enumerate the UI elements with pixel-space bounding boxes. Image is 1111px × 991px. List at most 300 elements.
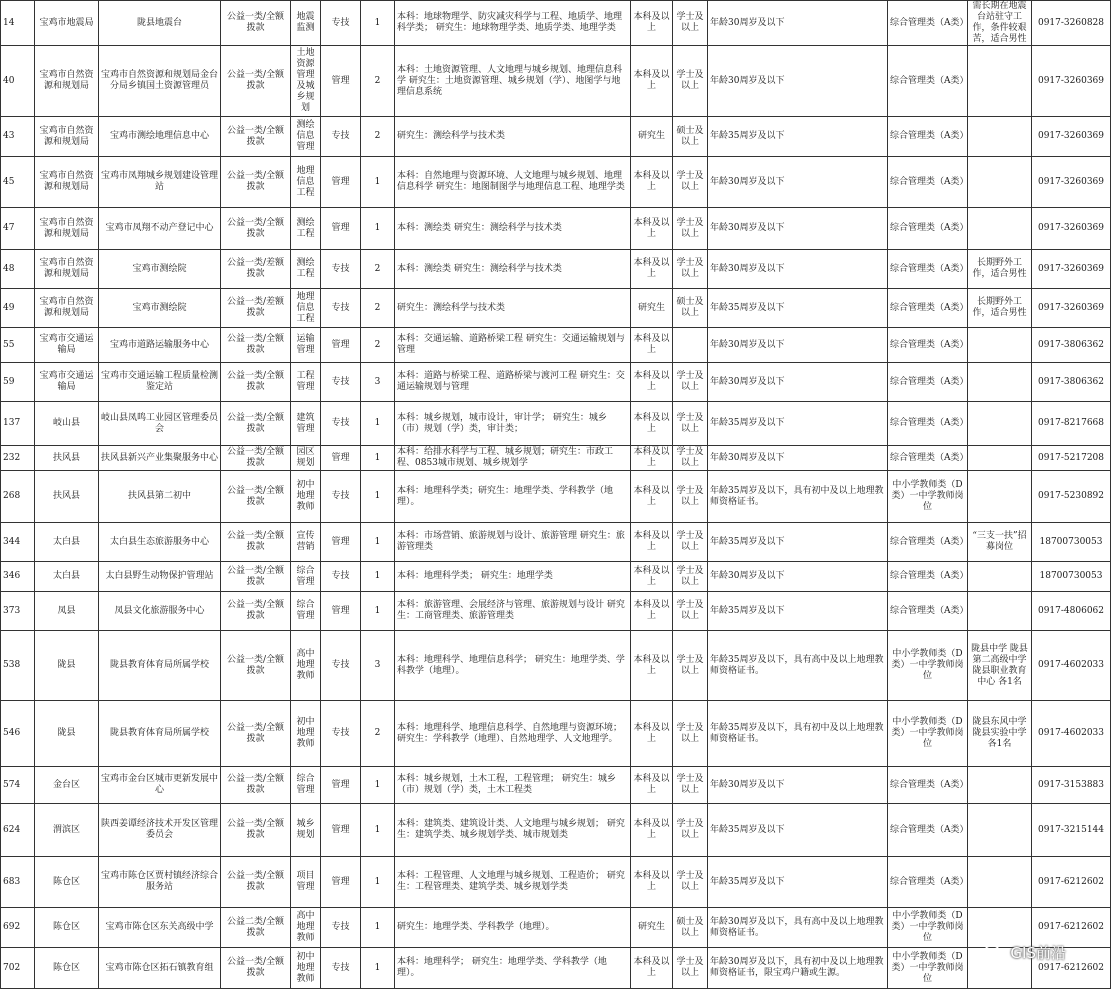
cell-notes xyxy=(968,363,1032,402)
table-row xyxy=(1,908,1111,948)
table-row xyxy=(1,804,1111,857)
cell-degree: 学士及以上 xyxy=(673,857,708,908)
cell-dept: 陇县 xyxy=(35,701,99,767)
cell-unit: 宝鸡市测绘地理信息中心 xyxy=(99,117,221,157)
cell-dept: 金台区 xyxy=(35,767,99,804)
cell-position: 综合管理 xyxy=(291,592,321,631)
cell-degree: 学士及以上 xyxy=(673,948,708,989)
cell-category: 专技 xyxy=(321,250,361,289)
cell-education: 本科及以上 xyxy=(631,208,673,250)
cell-category: 管理 xyxy=(321,592,361,631)
cell-degree: 学士及以上 xyxy=(673,208,708,250)
cell-degree: 硕士及以上 xyxy=(673,117,708,157)
cell-degree: 学士及以上 xyxy=(673,631,708,701)
cell-unit: 宝鸡市道路运输服务中心 xyxy=(99,328,221,363)
cell-funding: 公益一类/差额拨款 xyxy=(221,289,291,328)
cell-count: 1 xyxy=(361,908,395,948)
table-row xyxy=(1,157,1111,208)
cell-degree: 学士及以上 xyxy=(673,701,708,767)
cell-degree: 学士及以上 xyxy=(673,402,708,446)
cell-position: 测绘工程 xyxy=(291,208,321,250)
cell-age: 年龄30周岁及以下 xyxy=(708,208,888,250)
cell-notes xyxy=(968,157,1032,208)
cell-category: 专技 xyxy=(321,1,361,46)
cell-degree: 学士及以上 xyxy=(673,1,708,46)
cell-phone: 0917-3260369 xyxy=(1032,117,1111,157)
cell-id: 43 xyxy=(1,117,35,157)
cell-major: 本科：交通运输、道路桥梁工程 研究生：交通运输规划与管理 xyxy=(395,328,631,363)
cell-age: 年龄30周岁及以下 xyxy=(708,157,888,208)
cell-funding: 公益一类/差额拨款 xyxy=(221,250,291,289)
cell-exam: 中小学教师类（D类）一中学教师岗位 xyxy=(888,908,968,948)
cell-degree: 硕士及以上 xyxy=(673,908,708,948)
cell-funding: 公益一类/全额拨款 xyxy=(221,1,291,46)
cell-education: 本科及以上 xyxy=(631,46,673,117)
cell-id: 137 xyxy=(1,402,35,446)
cell-dept: 宝鸡市自然资源和规划局 xyxy=(35,250,99,289)
table-body xyxy=(1,1,1111,989)
cell-unit: 扶风县第二初中 xyxy=(99,471,221,523)
cell-exam: 综合管理类（A类） xyxy=(888,289,968,328)
table-row xyxy=(1,948,1111,989)
cell-major: 本科：市场营销、旅游规划与设计、旅游管理 研究生：旅游管理类 xyxy=(395,523,631,562)
cell-phone: 0917-4602033 xyxy=(1032,701,1111,767)
cell-education: 本科及以上 xyxy=(631,804,673,857)
cell-position: 城乡规划 xyxy=(291,804,321,857)
cell-position: 高中地理教师 xyxy=(291,631,321,701)
cell-unit: 宝鸡市陈仓区拓石镇教育组 xyxy=(99,948,221,989)
cell-funding: 公益一类/全额拨款 xyxy=(221,402,291,446)
cell-degree: 学士及以上 xyxy=(673,46,708,117)
cell-phone: 0917-6212602 xyxy=(1032,857,1111,908)
cell-id: 344 xyxy=(1,523,35,562)
cell-id: 683 xyxy=(1,857,35,908)
cell-dept: 陈仓区 xyxy=(35,908,99,948)
cell-degree: 学士及以上 xyxy=(673,804,708,857)
cell-category: 专技 xyxy=(321,562,361,592)
cell-count: 1 xyxy=(361,446,395,471)
cell-count: 2 xyxy=(361,289,395,328)
table-row xyxy=(1,46,1111,117)
cell-unit: 凤县文化旅游服务中心 xyxy=(99,592,221,631)
table-row xyxy=(1,562,1111,592)
cell-dept: 岐山县 xyxy=(35,402,99,446)
cell-education: 本科及以上 xyxy=(631,592,673,631)
cell-age: 年龄30周岁及以下 xyxy=(708,767,888,804)
cell-id: 14 xyxy=(1,1,35,46)
cell-major: 本科：地球物理学、防灾减灾科学与工程、地质学、地理科学类； 研究生：地球物理学类、地质学类、地理学类 xyxy=(395,1,631,46)
cell-category: 管理 xyxy=(321,208,361,250)
cell-funding: 公益一类/全额拨款 xyxy=(221,562,291,592)
cell-unit: 陕西姜谭经济技术开发区管理委员会 xyxy=(99,804,221,857)
cell-exam: 综合管理类（A类） xyxy=(888,157,968,208)
cell-count: 1 xyxy=(361,804,395,857)
cell-id: 55 xyxy=(1,328,35,363)
cell-phone: 0917-6212602 xyxy=(1032,948,1111,989)
cell-education: 本科及以上 xyxy=(631,631,673,701)
cell-unit: 宝鸡市测绘院 xyxy=(99,289,221,328)
cell-phone: 0917-5217208 xyxy=(1032,446,1111,471)
cell-unit: 陇县教育体育局所属学校 xyxy=(99,631,221,701)
cell-exam: 中小学教师类（D类）一中学教师岗位 xyxy=(888,701,968,767)
cell-count: 1 xyxy=(361,208,395,250)
cell-age: 年龄30周岁及以下 xyxy=(708,46,888,117)
cell-age: 年龄35周岁及以下 xyxy=(708,804,888,857)
cell-notes xyxy=(968,46,1032,117)
cell-unit: 宝鸡市陈仓区东关高级中学 xyxy=(99,908,221,948)
cell-degree: 学士及以上 xyxy=(673,767,708,804)
cell-exam: 中小学教师类（D类）一中学教师岗位 xyxy=(888,631,968,701)
cell-exam: 综合管理类（A类） xyxy=(888,523,968,562)
cell-degree: 学士及以上 xyxy=(673,562,708,592)
cell-notes xyxy=(968,562,1032,592)
cell-funding: 公益一类/全额拨款 xyxy=(221,363,291,402)
cell-unit: 宝鸡市自然资源和规划局金台分局乡镇国土资源管理员 xyxy=(99,46,221,117)
cell-degree: 学士及以上 xyxy=(673,363,708,402)
table-row xyxy=(1,767,1111,804)
cell-dept: 渭滨区 xyxy=(35,804,99,857)
cell-age: 年龄30周岁及以下，具有高中及以上地理教师资格证书。 xyxy=(708,908,888,948)
cell-notes: 陇县中学 陇县第二高级中学 陇县职业教育中心 各1名 xyxy=(968,631,1032,701)
cell-count: 1 xyxy=(361,1,395,46)
cell-major: 本科：地理科学； 研究生：地理学类、学科教学（地理）。 xyxy=(395,948,631,989)
cell-funding: 公益一类/全额拨款 xyxy=(221,948,291,989)
cell-exam: 综合管理类（A类） xyxy=(888,804,968,857)
cell-count: 1 xyxy=(361,767,395,804)
cell-category: 专技 xyxy=(321,631,361,701)
cell-notes xyxy=(968,117,1032,157)
cell-notes xyxy=(968,471,1032,523)
cell-education: 本科及以上 xyxy=(631,363,673,402)
cell-degree xyxy=(673,328,708,363)
cell-unit: 扶风县新兴产业集聚服务中心 xyxy=(99,446,221,471)
cell-degree: 学士及以上 xyxy=(673,471,708,523)
cell-dept: 宝鸡市自然资源和规划局 xyxy=(35,117,99,157)
cell-category: 专技 xyxy=(321,117,361,157)
cell-age: 年龄35周岁及以下，具有初中及以上地理教师资格证书。 xyxy=(708,471,888,523)
cell-dept: 宝鸡市自然资源和规划局 xyxy=(35,289,99,328)
cell-age: 年龄35周岁及以下 xyxy=(708,117,888,157)
table-row xyxy=(1,117,1111,157)
cell-phone: 0917-3260369 xyxy=(1032,208,1111,250)
cell-age: 年龄35周岁及以下 xyxy=(708,857,888,908)
cell-notes: “三支一扶”招募岗位 xyxy=(968,523,1032,562)
cell-exam: 综合管理类（A类） xyxy=(888,562,968,592)
cell-position: 运输管理 xyxy=(291,328,321,363)
cell-major: 本科：工程管理、人文地理与城乡规划、工程造价； 研究生：工程管理类、建筑学类、城乡规划学类 xyxy=(395,857,631,908)
cell-funding: 公益一类/全额拨款 xyxy=(221,446,291,471)
cell-funding: 公益一类/全额拨款 xyxy=(221,767,291,804)
cell-count: 2 xyxy=(361,250,395,289)
cell-dept: 宝鸡市自然资源和规划局 xyxy=(35,157,99,208)
cell-unit: 宝鸡市凤翔城乡规划建设管理站 xyxy=(99,157,221,208)
cell-major: 研究生：测绘科学与技术类 xyxy=(395,289,631,328)
cell-position: 综合管理 xyxy=(291,767,321,804)
cell-position: 建筑管理 xyxy=(291,402,321,446)
cell-id: 702 xyxy=(1,948,35,989)
cell-age: 年龄30周岁及以下，具有初中及以上地理教师资格证书，限宝鸡户籍或生源。 xyxy=(708,948,888,989)
cell-unit: 太白县野生动物保护管理站 xyxy=(99,562,221,592)
cell-funding: 公益一类/全额拨款 xyxy=(221,592,291,631)
cell-funding: 公益一类/全额拨款 xyxy=(221,117,291,157)
cell-phone: 0917-3260828 xyxy=(1032,1,1111,46)
cell-age: 年龄35周岁及以下 xyxy=(708,402,888,446)
cell-category: 专技 xyxy=(321,363,361,402)
cell-category: 管理 xyxy=(321,328,361,363)
cell-category: 专技 xyxy=(321,701,361,767)
cell-category: 专技 xyxy=(321,948,361,989)
cell-exam: 综合管理类（A类） xyxy=(888,592,968,631)
cell-age: 年龄35周岁及以下，具有初中及以上地理教师资格证书。 xyxy=(708,701,888,767)
cell-category: 专技 xyxy=(321,471,361,523)
cell-education: 本科及以上 xyxy=(631,948,673,989)
cell-id: 692 xyxy=(1,908,35,948)
cell-dept: 凤县 xyxy=(35,592,99,631)
cell-count: 1 xyxy=(361,157,395,208)
cell-position: 测绘信息管理 xyxy=(291,117,321,157)
cell-phone: 0917-4806062 xyxy=(1032,592,1111,631)
cell-position: 宣传营销 xyxy=(291,523,321,562)
cell-degree: 学士及以上 xyxy=(673,250,708,289)
cell-exam: 综合管理类（A类） xyxy=(888,857,968,908)
cell-unit: 太白县生态旅游服务中心 xyxy=(99,523,221,562)
cell-major: 本科：城乡规划，土木工程，工程管理； 研究生：城乡（市）规划（学）类，土木工程类 xyxy=(395,767,631,804)
cell-id: 40 xyxy=(1,46,35,117)
cell-notes: 长期野外工作，适合男性 xyxy=(968,250,1032,289)
cell-phone: 0917-3260369 xyxy=(1032,250,1111,289)
cell-id: 232 xyxy=(1,446,35,471)
table-row xyxy=(1,592,1111,631)
table-row xyxy=(1,328,1111,363)
cell-id: 49 xyxy=(1,289,35,328)
cell-count: 1 xyxy=(361,402,395,446)
table-row xyxy=(1,446,1111,471)
cell-exam: 综合管理类（A类） xyxy=(888,767,968,804)
cell-age: 年龄35周岁及以下 xyxy=(708,289,888,328)
cell-major: 本科：地理科学类； 研究生：地理学类 xyxy=(395,562,631,592)
cell-id: 546 xyxy=(1,701,35,767)
cell-education: 本科及以上 xyxy=(631,767,673,804)
cell-phone: 0917-3260369 xyxy=(1032,46,1111,117)
cell-count: 1 xyxy=(361,948,395,989)
table-row xyxy=(1,250,1111,289)
cell-major: 本科：地理科学、地理信息科学、自然地理与资源环境； 研究生：学科教学（地理）、自然地理学、人文地理学。 xyxy=(395,701,631,767)
cell-id: 59 xyxy=(1,363,35,402)
cell-major: 研究生：测绘科学与技术类 xyxy=(395,117,631,157)
cell-exam: 综合管理类（A类） xyxy=(888,402,968,446)
cell-count: 2 xyxy=(361,701,395,767)
cell-degree: 硕士及以上 xyxy=(673,289,708,328)
table-row xyxy=(1,289,1111,328)
cell-dept: 扶风县 xyxy=(35,446,99,471)
cell-category: 专技 xyxy=(321,289,361,328)
table-row xyxy=(1,208,1111,250)
cell-notes xyxy=(968,767,1032,804)
cell-unit: 岐山县凤鸣工业园区管理委员会 xyxy=(99,402,221,446)
cell-notes xyxy=(968,857,1032,908)
cell-dept: 太白县 xyxy=(35,562,99,592)
cell-position: 土地资源管理及城乡规划 xyxy=(291,46,321,117)
cell-funding: 公益一类/全额拨款 xyxy=(221,631,291,701)
cell-phone: 18700730053 xyxy=(1032,523,1111,562)
cell-funding: 公益一类/全额拨款 xyxy=(221,208,291,250)
cell-count: 2 xyxy=(361,46,395,117)
cell-funding: 公益二类/全额拨款 xyxy=(221,908,291,948)
table-row xyxy=(1,402,1111,446)
cell-notes xyxy=(968,328,1032,363)
cell-age: 年龄30周岁及以下 xyxy=(708,328,888,363)
cell-funding: 公益一类/全额拨款 xyxy=(221,471,291,523)
cell-exam: 综合管理类（A类） xyxy=(888,363,968,402)
cell-major: 本科：测绘类 研究生：测绘科学与技术类 xyxy=(395,208,631,250)
cell-notes: 长期野外工作，适合男性 xyxy=(968,289,1032,328)
cell-phone: 18700730053 xyxy=(1032,562,1111,592)
cell-unit: 宝鸡市交通运输工程质量检测鉴定站 xyxy=(99,363,221,402)
table-row xyxy=(1,1,1111,46)
cell-phone: 0917-3260369 xyxy=(1032,289,1111,328)
cell-funding: 公益一类/全额拨款 xyxy=(221,523,291,562)
cell-major: 本科：建筑类、建筑设计类、人文地理与城乡规划； 研究生：建筑学类、城乡规划学类、城市规划类 xyxy=(395,804,631,857)
cell-funding: 公益一类/全额拨款 xyxy=(221,46,291,117)
cell-funding: 公益一类/全额拨款 xyxy=(221,804,291,857)
cell-dept: 宝鸡市交通运输局 xyxy=(35,363,99,402)
cell-phone: 0917-3260369 xyxy=(1032,157,1111,208)
cell-category: 管理 xyxy=(321,523,361,562)
cell-id: 346 xyxy=(1,562,35,592)
wechat-icon xyxy=(984,944,1006,962)
cell-count: 2 xyxy=(361,328,395,363)
cell-category: 专技 xyxy=(321,402,361,446)
cell-unit: 宝鸡市测绘院 xyxy=(99,250,221,289)
cell-education: 本科及以上 xyxy=(631,1,673,46)
cell-education: 本科及以上 xyxy=(631,446,673,471)
cell-unit: 宝鸡市凤翔不动产登记中心 xyxy=(99,208,221,250)
cell-dept: 宝鸡市交通运输局 xyxy=(35,328,99,363)
cell-dept: 扶风县 xyxy=(35,471,99,523)
cell-age: 年龄35周岁及以下 xyxy=(708,592,888,631)
cell-phone: 0917-8217668 xyxy=(1032,402,1111,446)
cell-education: 本科及以上 xyxy=(631,562,673,592)
cell-position: 测绘工程 xyxy=(291,250,321,289)
cell-category: 管理 xyxy=(321,857,361,908)
cell-position: 初中地理教师 xyxy=(291,471,321,523)
table-row xyxy=(1,523,1111,562)
cell-dept: 陈仓区 xyxy=(35,857,99,908)
cell-count: 2 xyxy=(361,117,395,157)
cell-exam: 综合管理类（A类） xyxy=(888,250,968,289)
cell-id: 268 xyxy=(1,471,35,523)
cell-phone: 0917-6212602 xyxy=(1032,908,1111,948)
cell-education: 本科及以上 xyxy=(631,157,673,208)
cell-exam: 综合管理类（A类） xyxy=(888,1,968,46)
cell-funding: 公益一类/全额拨款 xyxy=(221,857,291,908)
cell-position: 工程管理 xyxy=(291,363,321,402)
cell-notes xyxy=(968,804,1032,857)
cell-category: 管理 xyxy=(321,446,361,471)
cell-major: 本科：道路与桥梁工程、道路桥梁与渡河工程 研究生：交通运输规划与管理 xyxy=(395,363,631,402)
cell-age: 年龄35周岁及以下，具有高中及以上地理教师资格证书。 xyxy=(708,631,888,701)
cell-notes xyxy=(968,592,1032,631)
cell-dept: 太白县 xyxy=(35,523,99,562)
table-row xyxy=(1,857,1111,908)
cell-education: 本科及以上 xyxy=(631,402,673,446)
cell-exam: 综合管理类（A类） xyxy=(888,446,968,471)
cell-major: 本科：给排水科学与工程、城乡规划；研究生：市政工程、0853城市规划、城乡规划学 xyxy=(395,446,631,471)
cell-notes: 需长期在地震台站驻守工作，条件较艰苦，适合男性 xyxy=(968,1,1032,46)
cell-education: 本科及以上 xyxy=(631,250,673,289)
cell-dept: 宝鸡市自然资源和规划局 xyxy=(35,46,99,117)
cell-degree: 学士及以上 xyxy=(673,446,708,471)
cell-major: 本科：土地资源管理、人文地理与城乡规划、地理信息科学 研究生：土地资源管理、城乡规划（学）、地图学与地理信息系统 xyxy=(395,46,631,117)
cell-degree: 学士及以上 xyxy=(673,523,708,562)
cell-count: 1 xyxy=(361,471,395,523)
cell-phone: 0917-3215144 xyxy=(1032,804,1111,857)
cell-major: 本科：测绘类 研究生：测绘科学与技术类 xyxy=(395,250,631,289)
cell-count: 3 xyxy=(361,631,395,701)
cell-age: 年龄30周岁及以下 xyxy=(708,1,888,46)
cell-education: 本科及以上 xyxy=(631,701,673,767)
cell-education: 研究生 xyxy=(631,908,673,948)
cell-education: 研究生 xyxy=(631,289,673,328)
cell-notes xyxy=(968,402,1032,446)
cell-age: 年龄30周岁及以下 xyxy=(708,446,888,471)
cell-phone: 0917-4602033 xyxy=(1032,631,1111,701)
cell-position: 初中地理教师 xyxy=(291,701,321,767)
cell-position: 地震监测 xyxy=(291,1,321,46)
watermark-text: GIS前沿 xyxy=(1010,944,1066,962)
cell-funding: 公益一类/全额拨款 xyxy=(221,157,291,208)
cell-category: 管理 xyxy=(321,46,361,117)
cell-exam: 中小学教师类（D类）一中学教师岗位 xyxy=(888,471,968,523)
cell-count: 1 xyxy=(361,857,395,908)
cell-age: 年龄30周岁及以下 xyxy=(708,250,888,289)
table-row xyxy=(1,363,1111,402)
cell-position: 地理信息工程 xyxy=(291,157,321,208)
cell-category: 管理 xyxy=(321,767,361,804)
cell-unit: 陇县地震台 xyxy=(99,1,221,46)
cell-degree: 学士及以上 xyxy=(673,157,708,208)
cell-age: 年龄30周岁及以下 xyxy=(708,562,888,592)
cell-exam: 综合管理类（A类） xyxy=(888,328,968,363)
cell-notes xyxy=(968,446,1032,471)
cell-unit: 陇县教育体育局所属学校 xyxy=(99,701,221,767)
cell-unit: 宝鸡市金台区城市更新发展中心 xyxy=(99,767,221,804)
cell-dept: 宝鸡市自然资源和规划局 xyxy=(35,208,99,250)
cell-education: 本科及以上 xyxy=(631,328,673,363)
table-row xyxy=(1,631,1111,701)
cell-exam: 综合管理类（A类） xyxy=(888,208,968,250)
cell-degree: 学士及以上 xyxy=(673,592,708,631)
cell-age: 年龄30周岁及以下 xyxy=(708,363,888,402)
cell-position: 高中地理教师 xyxy=(291,908,321,948)
cell-id: 574 xyxy=(1,767,35,804)
cell-category: 管理 xyxy=(321,157,361,208)
cell-id: 45 xyxy=(1,157,35,208)
table-row xyxy=(1,701,1111,767)
cell-unit: 宝鸡市陈仓区贾村镇经济综合服务站 xyxy=(99,857,221,908)
cell-notes: 陇县东风中学 陇县实验中学 各1名 xyxy=(968,701,1032,767)
cell-age: 年龄35周岁及以下 xyxy=(708,523,888,562)
table-row xyxy=(1,471,1111,523)
cell-id: 373 xyxy=(1,592,35,631)
cell-position: 初中地理教师 xyxy=(291,948,321,989)
cell-count: 1 xyxy=(361,592,395,631)
cell-phone: 0917-5230892 xyxy=(1032,471,1111,523)
cell-dept: 陈仓区 xyxy=(35,948,99,989)
cell-exam: 中小学教师类（D类）一中学教师岗位 xyxy=(888,948,968,989)
cell-exam: 综合管理类（A类） xyxy=(888,46,968,117)
cell-position: 项目管理 xyxy=(291,857,321,908)
